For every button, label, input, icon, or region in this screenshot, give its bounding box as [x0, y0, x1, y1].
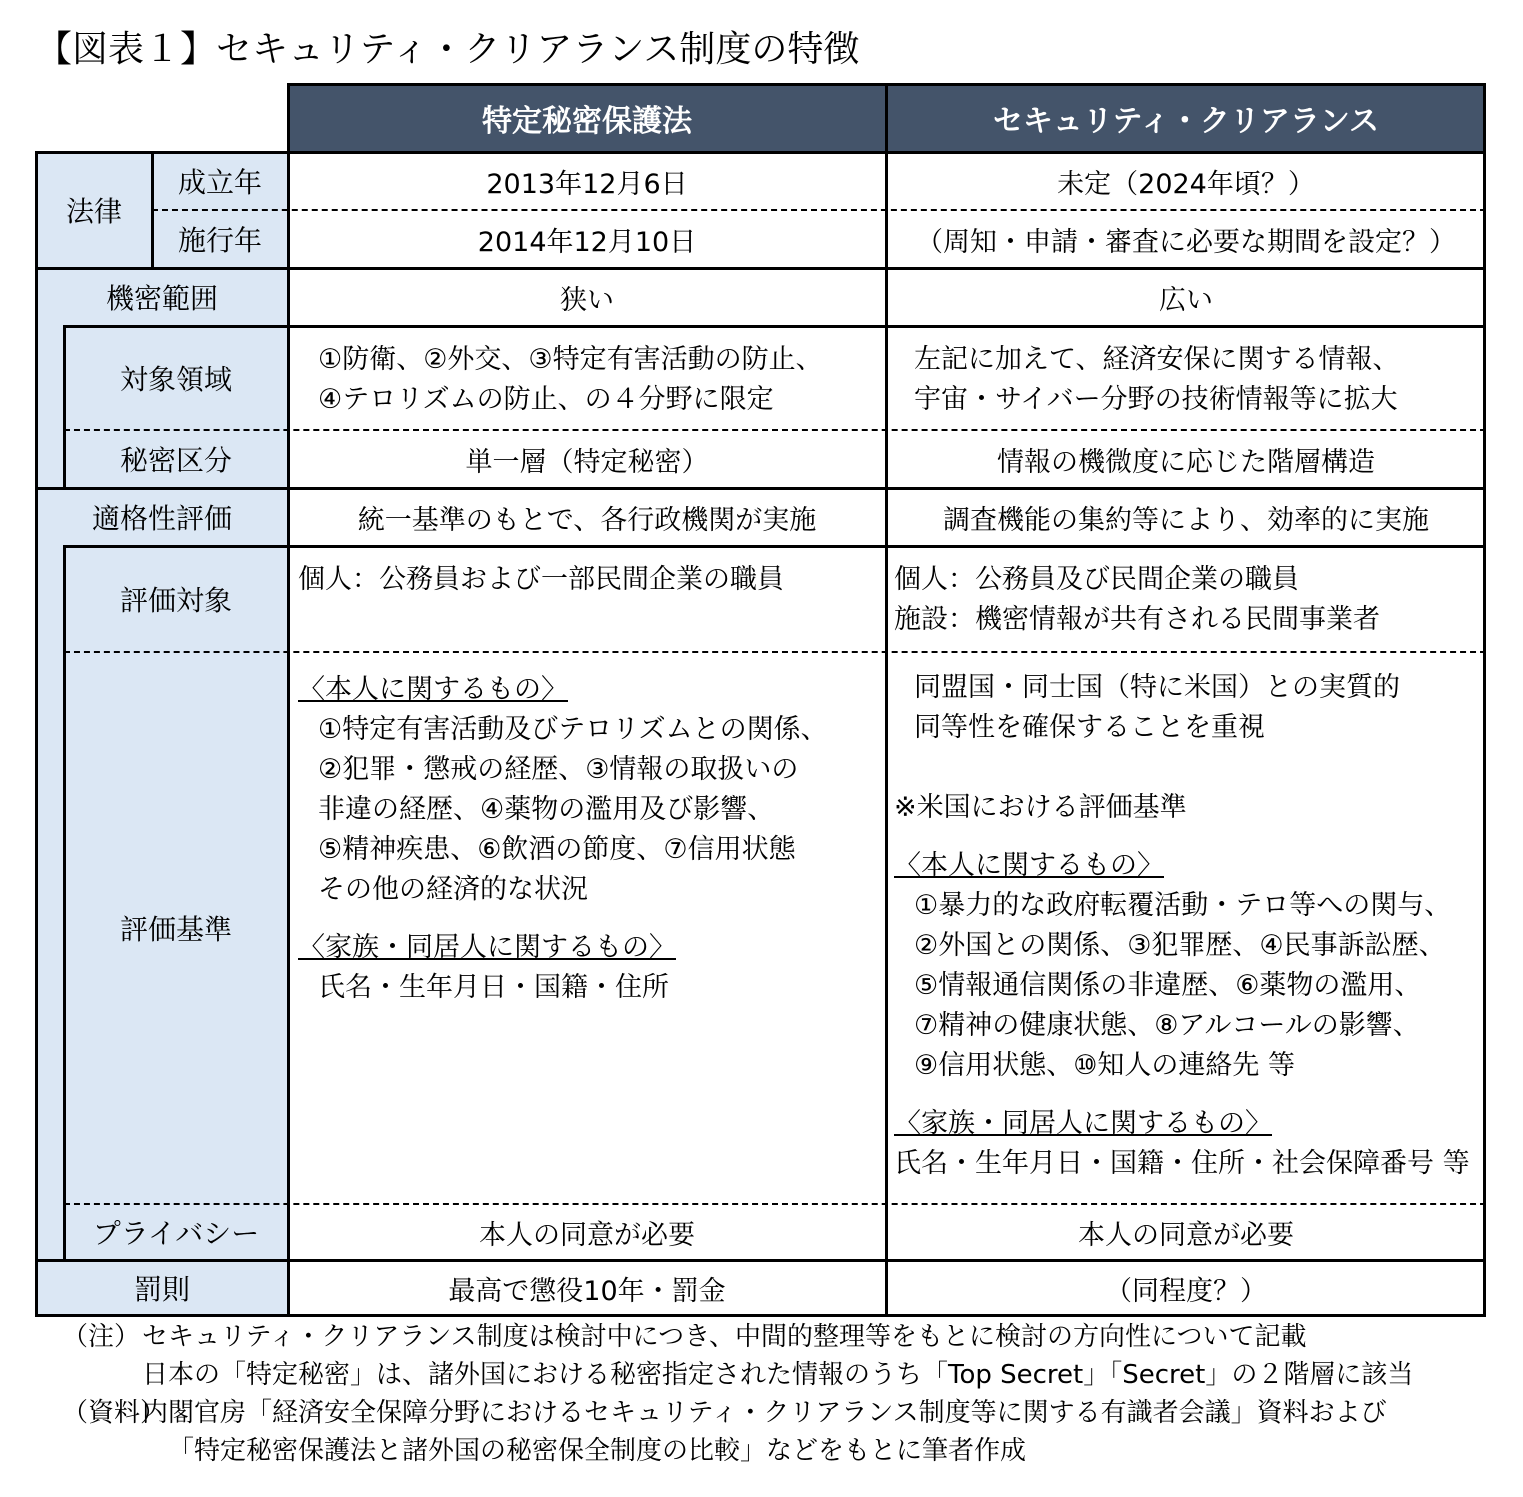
text-line: ⑨信用状態、⑩知人の連絡先 等 [914, 1050, 1295, 1081]
rule [152, 209, 1486, 211]
rule [63, 325, 66, 489]
rule [36, 1259, 1486, 1262]
text-line: 同盟国・同士国（特に米国）との実質的 [914, 672, 1400, 703]
text-line: 宇宙・サイバー分野の技術情報等に拡大 [914, 384, 1398, 415]
eligibility-label: 適格性評価 [91, 502, 232, 535]
rule [63, 545, 66, 1261]
self-heading: 〈本人に関するもの〉 [298, 674, 568, 705]
text-line: ⑤情報通信関係の非違歴、⑥薬物の濫用、 [914, 970, 1422, 1001]
text-line: ⑤精神疾患、⑥飲酒の節度、⑦信用状態 [318, 834, 796, 865]
enact-year-label: 成立年 [177, 166, 262, 199]
text-line: その他の経済的な状況 [318, 874, 588, 905]
text-line: 非違の経歴、④薬物の濫用及び影響、 [318, 794, 775, 825]
rule [64, 1203, 1486, 1205]
enforce-year-col2: （周知・申請・審査に必要な期間を設定？） [916, 226, 1456, 258]
rule [36, 487, 1486, 490]
text-line: ①特定有害活動及びテロリズムとの関係、 [318, 714, 828, 745]
text-line: 同等性を確保することを重視 [914, 712, 1265, 743]
text-line: 左記に加えて、経済安保に関する情報、 [914, 344, 1400, 375]
rule [64, 429, 1486, 431]
privacy-col1: 本人の同意が必要 [479, 1219, 695, 1251]
rule [35, 151, 38, 1317]
rule [64, 651, 1486, 653]
rule [64, 325, 1486, 328]
domain-label: 対象領域 [119, 363, 232, 396]
note-line: 日本の「特定秘密」は、諸外国における秘密指定された情報のうち「Top Secret」「Secret」の２階層に該当 [142, 1360, 1414, 1390]
text-line: ⑦精神の健康状態、⑧アルコールの影響、 [914, 1010, 1420, 1041]
text-line: ②犯罪・懲戒の経歴、③情報の取扱いの [318, 754, 799, 785]
text-line: ④テロリズムの防止、の４分野に限定 [318, 384, 774, 415]
enact-year-col1: 2013年12月6日 [486, 168, 688, 200]
criteria-col1 [298, 670, 878, 1008]
scope-col1: 狭い [560, 284, 614, 316]
classification-col1: 単一層（特定秘密） [465, 446, 709, 478]
classification-col2: 情報の機微度に応じた階層構造 [997, 446, 1375, 478]
us-note: ※米国における評価基準 [894, 792, 1187, 823]
scope-col2: 広い [1159, 284, 1213, 316]
eligibility-col2: 調査機能の集約等により、効率的に実施 [943, 504, 1429, 536]
footnotes [62, 1318, 1502, 1470]
family-heading: 〈家族・同居人に関するもの〉 [298, 932, 676, 963]
rule [151, 151, 154, 269]
privacy-label: プライバシー [92, 1217, 260, 1250]
law-group-label: 法律 [65, 195, 122, 228]
enforce-year-col1: 2014年12月10日 [477, 226, 697, 258]
note-label: （注） [62, 1322, 141, 1352]
text-line: 施設：機密情報が共有される民間事業者 [894, 604, 1380, 635]
eligibility-col1: 統一基準のもとで、各行政機関が実施 [357, 504, 817, 536]
self-heading: 〈本人に関するもの〉 [894, 850, 1164, 881]
text-line: ①暴力的な政府転覆活動・テロ等への関与、 [914, 890, 1452, 921]
domain-col1 [318, 340, 878, 420]
scope-label: 機密範囲 [105, 282, 218, 315]
page-title: 【図表１】セキュリティ・クリアランス制度の特徴 [36, 29, 860, 70]
penalty-label: 罰則 [133, 1273, 190, 1306]
privacy-col2: 本人の同意が必要 [1078, 1219, 1294, 1251]
rule [36, 1314, 1486, 1317]
enforce-year-label: 施行年 [177, 224, 262, 257]
rule [1483, 83, 1486, 1317]
criteria-col2 [894, 668, 1484, 1184]
note-line: セキュリティ・クリアランス制度は検討中につき、中間的整理等をもとに検討の方向性について記載 [142, 1322, 1307, 1352]
enact-year-col2: 未定（2024年頃？） [1057, 168, 1315, 200]
text-line: ①防衛、②外交、③特定有害活動の防止、 [318, 344, 823, 375]
text-line: 個人：公務員および一部民間企業の職員 [298, 564, 784, 595]
target-label: 評価対象 [119, 584, 232, 617]
rule [885, 83, 888, 1317]
classification-label: 秘密区分 [119, 444, 232, 477]
target-col1 [298, 560, 878, 600]
rule [287, 83, 290, 1317]
penalty-col1: 最高で懲役10年・罰金 [448, 1275, 726, 1307]
rule [36, 267, 1486, 270]
text-line: 個人：公務員及び民間企業の職員 [894, 564, 1299, 595]
header-col1: 特定秘密保護法 [288, 84, 886, 152]
family-heading: 〈家族・同居人に関するもの〉 [894, 1108, 1272, 1139]
rule [64, 545, 1486, 548]
text-line: 氏名・生年月日・国籍・住所・社会保障番号 等 [894, 1148, 1470, 1179]
source-line: 「特定秘密保護法と諸外国の秘密保全制度の比較」などをもとに筆者作成 [168, 1436, 1027, 1466]
penalty-col2: （同程度？） [1105, 1275, 1267, 1307]
header-col2: セキュリティ・クリアランス [886, 84, 1486, 152]
text-line: 氏名・生年月日・国籍・住所 [318, 972, 669, 1003]
criteria-label: 評価基準 [119, 913, 232, 946]
text-line: ②外国との関係、③犯罪歴、④民事訴訟歴、 [914, 930, 1446, 961]
target-col2 [894, 560, 1474, 640]
rule [36, 151, 1486, 154]
domain-col2 [914, 340, 1474, 420]
source-label: （資料） [62, 1398, 167, 1428]
source-line: 内閣官房「経済安全保障分野におけるセキュリティ・クリアランス制度等に関する有識者会議」資料および [142, 1398, 1387, 1428]
